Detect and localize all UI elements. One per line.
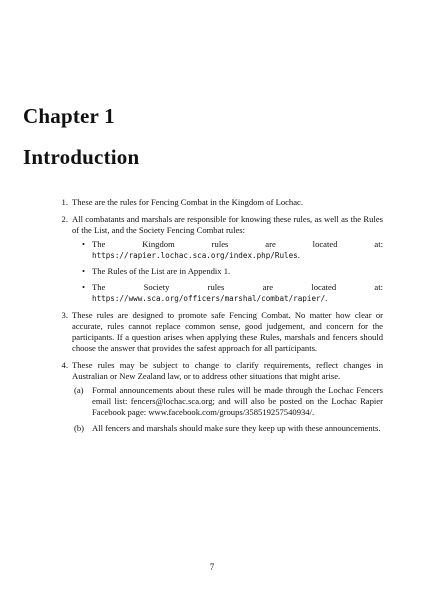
rule-number: 4. xyxy=(61,360,68,370)
chapter-body xyxy=(58,197,383,440)
rules-list xyxy=(58,197,383,434)
bullet-icon: • xyxy=(82,266,86,276)
bullet-text: The Rules of the List are in Appendix 1. xyxy=(92,266,231,276)
rule-sub-list xyxy=(72,385,383,434)
sub-item xyxy=(72,423,383,434)
rule-item xyxy=(58,197,383,208)
bullet-item xyxy=(72,239,383,261)
rule-item xyxy=(58,360,383,434)
rule-text: These rules are designed to promote safe Fencing Combat. No matter how clear or accurate, rules cannot replace common sense, good judgement, and concern for the participants. If a question arises when applying these Rules, marshals and fencers should choose the answer that provides the safest approach for all participants. xyxy=(72,310,383,353)
rule-item xyxy=(58,310,383,354)
bullet-icon: • xyxy=(82,239,86,249)
sub-text: All fencers and marshals should make sure they keep up with these announcements. xyxy=(92,423,381,433)
society-rules-link[interactable]: https://www.sca.org/officers/marshal/combat/rapier/ xyxy=(92,294,326,303)
bullet-icon: • xyxy=(82,282,86,292)
sub-label: (a) xyxy=(74,385,84,395)
sub-item xyxy=(72,385,383,418)
sub-text: Formal announcements about these rules will be made through the Lochac Fencers email list: fencers@lochac.sca.org; and will also be posted on the Lochac Rapier Facebook page: www.facebook.com/groups/358519257540934/. xyxy=(92,385,383,417)
bullet-text: The Kingdom rules are located at: xyxy=(92,239,383,249)
bullet-suffix: . xyxy=(325,293,328,303)
rule-number: 2. xyxy=(61,214,68,224)
bullet-item xyxy=(72,266,383,277)
rule-text: These are the rules for Fencing Combat in the Kingdom of Lochac. xyxy=(72,197,304,207)
rule-number: 3. xyxy=(61,310,68,320)
rule-number: 1. xyxy=(61,197,68,207)
page-number: 7 xyxy=(209,562,215,572)
bullet-suffix: . xyxy=(297,250,300,260)
chapter-label: Chapter 1 xyxy=(23,104,115,128)
rule-item xyxy=(58,214,383,304)
sub-label: (b) xyxy=(74,423,85,433)
rule-text: All combatants and marshals are responsible for knowing these rules, as well as the Rules of the List, and the Society Fencing Combat rules: xyxy=(72,214,383,235)
bullet-text: The Society rules are located at: xyxy=(92,282,383,292)
bullet-item xyxy=(72,282,383,304)
kingdom-rules-link[interactable]: https://rapier.lochac.sca.org/index.php/Rules xyxy=(92,251,298,260)
chapter-title: Introduction xyxy=(23,145,140,169)
rule-text: These rules may be subject to change to clarify requirements, reflect changes in Australian or New Zealand law, or to address other situations that might arise. xyxy=(72,360,383,381)
rule-bullet-list xyxy=(72,239,383,304)
